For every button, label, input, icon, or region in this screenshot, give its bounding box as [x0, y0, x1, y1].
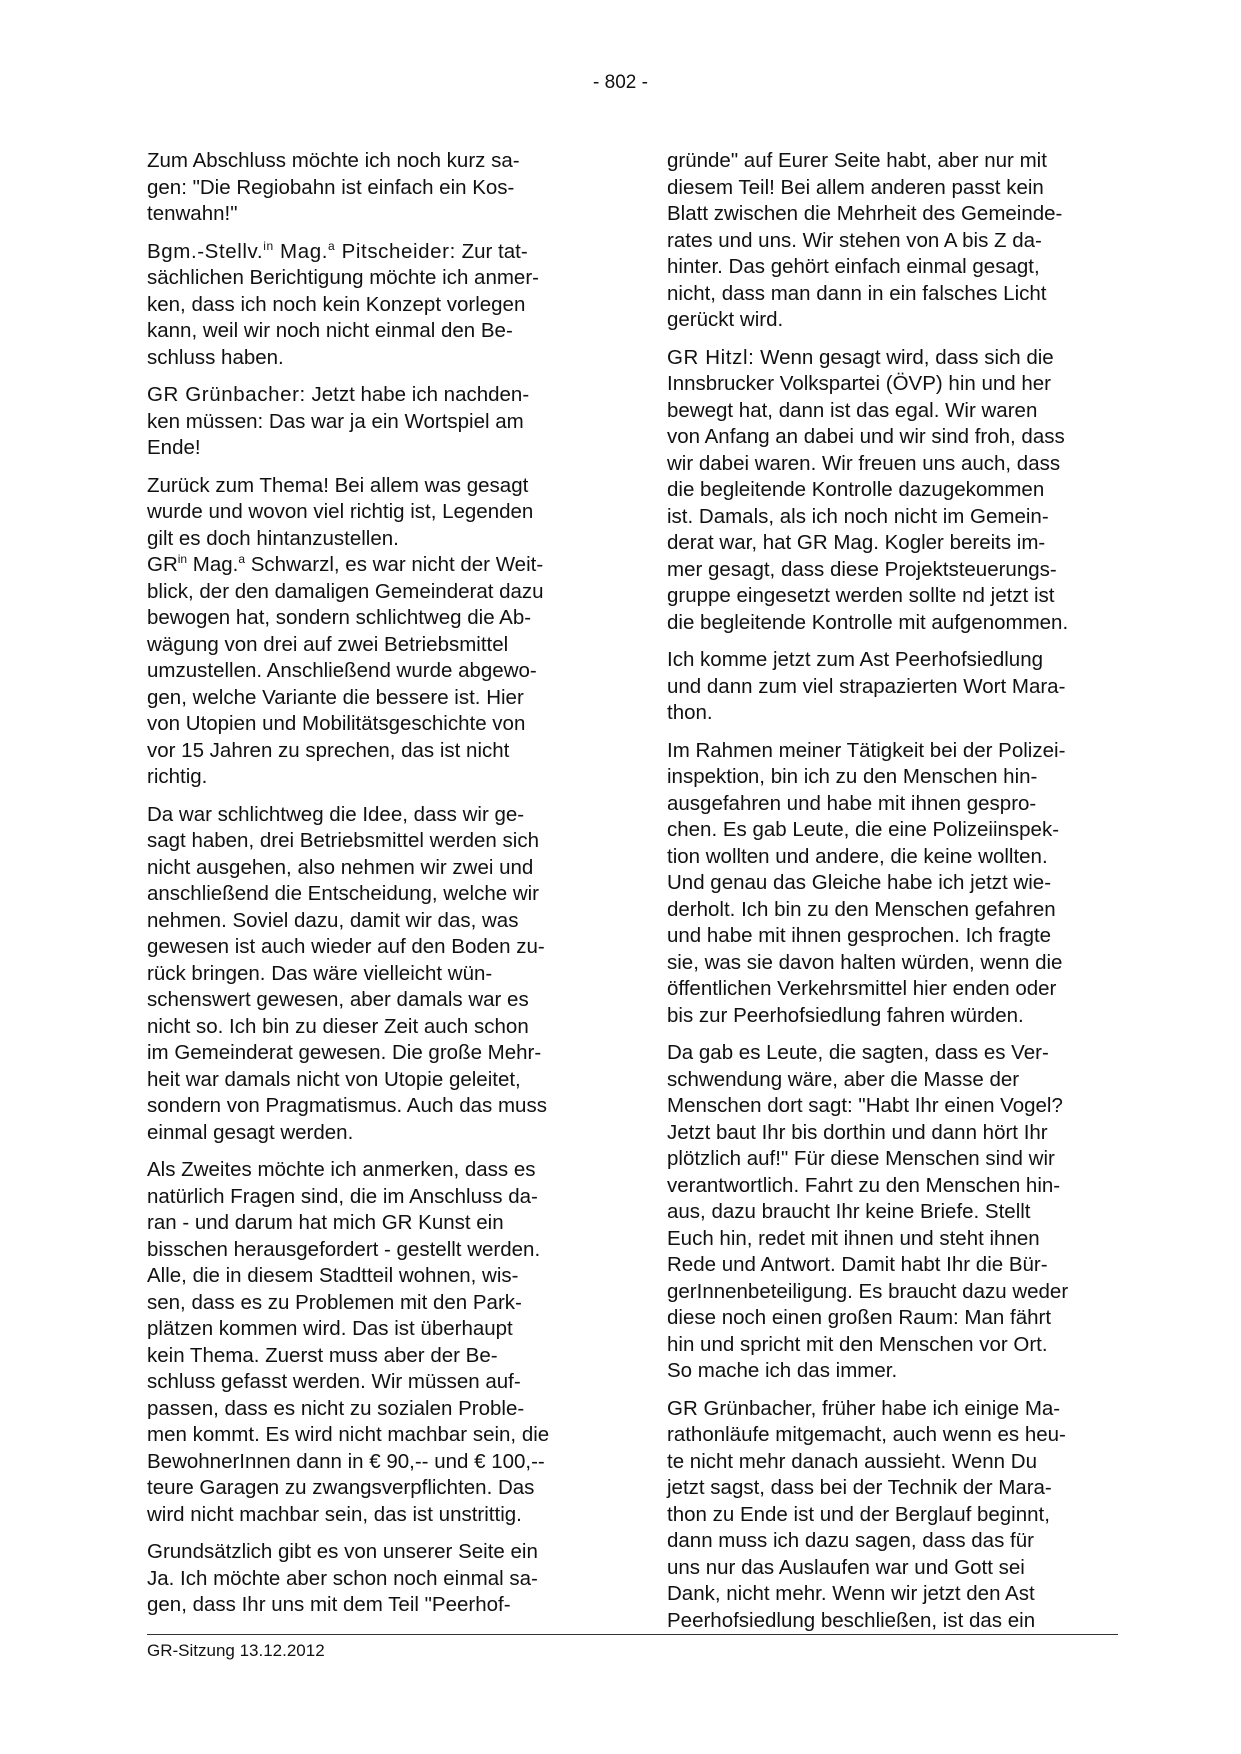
paragraph: Da gab es Leute, die sagten, dass es Ver- schwendung wäre, aber die Masse der Menschen dort sagt: "Habt Ihr einen Vogel? Jetzt baut Ihr bis dorthin und dann hört Ihr plötzlich auf!" Für diese Menschen sind wir verantwortlich. Fahrt zu den Menschen hin- aus, dazu braucht Ihr keine Briefe. Stellt Euch hin, redet mit ihnen und steht ihnen Rede und Antwort. Damit habt Ihr die Bür- gerInnenbeteiligung. Es braucht dazu weder diese noch einen großen Raum: Man fährt hin und spricht mit den Menschen vor Ort. So mache ich das immer. [667, 1041, 1069, 1382]
paragraph: Als Zweites möchte ich anmerken, dass es natürlich Fragen sind, die im Anschluss da- ran - und darum hat mich GR Kunst ein bisschen herausgefordert - gestellt werden. Alle, die in diesem Stadtteil wohnen, wis- sen, dass es zu Problemen mit den Park- plätzen kommen wird. Das ist überhaupt kein Thema. Zuerst muss aber der Be- schluss gefasst werden. Wir müssen auf- passen, dass es nicht zu sozialen Proble- men kommt. Es wird nicht machbar sein, die BewohnerInnen dann in € 90,-- und € 100,-- teure Garagen zu zwangsverpflichten. Das wird nicht machbar sein, das ist unstrittig. [147, 1158, 550, 1526]
paragraph: Zum Abschluss möchte ich noch kurz sa- gen: "Die Regiobahn ist einfach ein Kos- tenwahn!" [147, 149, 520, 225]
paragraph: GR Hitzl: Wenn gesagt wird, dass sich die Innsbrucker Volkspartei (ÖVP) hin und her bewegt hat, dann ist das egal. Wir waren von Anfang an dabei und wir sind froh, dass wir dabei waren. Wir freuen uns auch, dass die begleitende Kontrolle dazugekommen ist. Damals, als ich noch nicht im Gemein- derat war, hat GR Mag. Kogler bereits im- mer gesagt, dass diese Projektsteuerungs- gruppe eingesetzt werden sollte nd jetzt ist die begleitende Kontrolle mit aufgenommen. [667, 345, 1069, 634]
paragraph: Grundsätzlich gibt es von unserer Seite ein Ja. Ich möchte aber schon noch einmal sa- gen, dass Ihr uns mit dem Teil "Peerhof- [147, 1540, 538, 1616]
paragraph: Zurück zum Thema! Bei allem was gesagt wurde und wovon viel richtig ist, Legenden gilt es doch hintanzustellen. [147, 473, 534, 550]
footer-divider [147, 1634, 1118, 1635]
page-number: - 802 - [593, 72, 648, 93]
paragraph: Ich komme jetzt zum Ast Peerhofsiedlung und dann zum viel strapazierten Wort Mara- thon. [667, 648, 1066, 724]
paragraph: Da war schlichtweg die Idee, dass wir ge- sagt haben, drei Betriebsmittel werden sich nicht ausgehen, also nehmen wir zwei und anschließend die Entscheidung, welche wir nehmen. Soviel dazu, damit wir das, was gewesen ist auch wieder auf den Boden zu- rück bringen. Das wäre vielleicht wün- schenswert gewesen, aber damals war es nicht so. Ich bin zu dieser Zeit auch schon im Gemeinderat gewesen. Die große Mehr- heit war damals nicht von Utopie geleitet, sondern von Pragmatismus. Auch das muss einmal gesagt werden. [147, 802, 547, 1144]
left-column [147, 148, 602, 1630]
paragraph: GR Grünbacher: Jetzt habe ich nachden- ken müssen: Das war ja ein Wortspiel am Ende! [147, 383, 530, 459]
speaker-name: Bgm.-Stellv.$^{in}$ Mag.$^a$ Pitscheider: [147, 238, 456, 263]
paragraph: GR Grünbacher, früher habe ich einige Ma- rathonläufe mitgemacht, auch wenn es heu- te nicht mehr danach aussieht. Wenn Du jetzt sagst, dass bei der Technik der Mara- thon zu Ende ist und der Berglauf beginnt, dann muss ich dazu sagen, dass das für uns nur das Auslaufen war und Gott sei Dank, nicht mehr. Wenn wir jetzt den Ast Peerhofsiedlung beschließen, ist das ein [667, 1396, 1066, 1632]
speaker-name: GR Grünbacher: [147, 383, 306, 406]
right-column [667, 148, 1122, 1645]
footer-text: GR-Sitzung 13.12.2012 [147, 1641, 325, 1660]
paragraph: gründe" auf Eurer Seite habt, aber nur mit diesem Teil! Bei allem anderen passt kein Blatt zwischen die Mehrheit des Gemeinde- rates und uns. Wir stehen von A bis Z da- hinter. Das gehört einfach einmal gesagt, nicht, dass man dann in ein falsches Licht gerückt wird. [667, 149, 1063, 331]
paragraph: Bgm.-Stellv.$^{in}$ Mag.$^a$ Pitscheider: Zur tat- sächlichen Berichtigung möchte ich anmer- ken, dass ich noch kein Konzept vorlegen kann, weil wir noch nicht einmal den Be- schluss haben. [147, 238, 539, 369]
paragraph: $GR^{in}$ Mag.$^a$ Schwarzl, es war nicht der Weit- blick, der den damaligen Gemeinderat dazu bewogen hat, sondern schlichtweg die Ab- wägung von drei auf zwei Betriebsmittel umzustellen. Anschließend wurde abgewo- gen, welche Variante die bessere ist. Hier von Utopien und Mobilitätsgeschichte von vor 15 Jahren zu sprechen, das ist nicht richtig. [147, 552, 544, 788]
speaker-name: GR Hitzl: [667, 345, 755, 369]
paragraph: Im Rahmen meiner Tätigkeit bei der Polizei- inspektion, bin ich zu den Menschen hin- ausgefahren und habe mit ihnen gespro- chen. Es gab Leute, die eine Polizeiinspek- tion wollten und andere, die keine wollten. Und genau das Gleiche habe ich jetzt wie- derholt. Ich bin zu den Menschen gefahren und habe mit ihnen gesprochen. Ich fragte sie, was sie davon halten würden, wenn die öffentlichen Verkehrsmittel hier enden oder bis zur Peerhofsiedlung fahren würden. [667, 738, 1066, 1027]
